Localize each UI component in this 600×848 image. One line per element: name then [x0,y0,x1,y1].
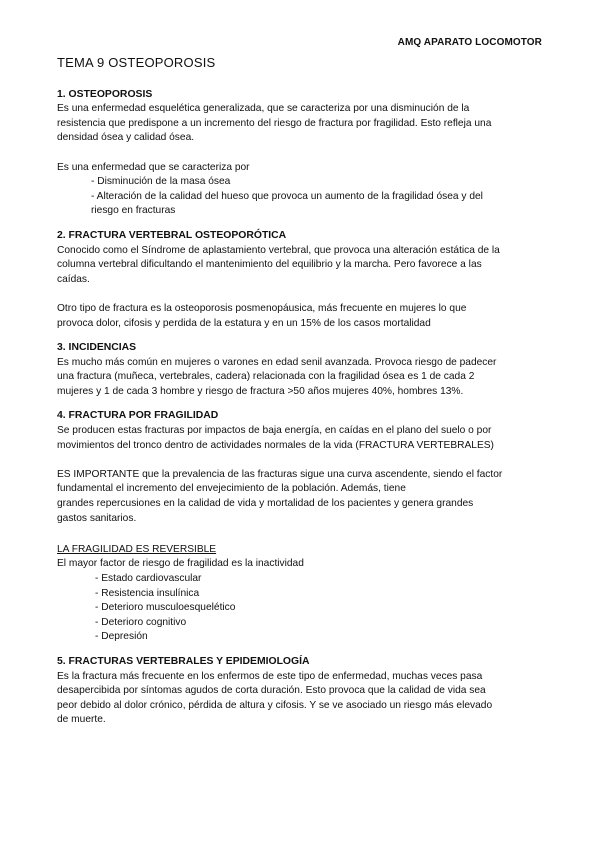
list-item: - Deterioro cognitivo [95,616,187,628]
text-line: una fractura (muñeca, vertebrales, cadera) relacionada con la fragilidad ósea es 1 de cada 2 [57,371,475,383]
list-item: - Resistencia insulínica [95,587,200,599]
list-item: - Depresión [95,631,148,643]
text-line: columna vertebral dificultando el mantenimiento del equilibrio y la marcha. Pero favorece a las [57,259,482,271]
text-line: Es mucho más común en mujeres o varones en edad senil avanzada. Provoca riesgo de padecer [57,356,497,368]
section-osteoporosis [57,88,547,219]
text-line: Se producen estas fracturas por impactos de baja energía, en caídas en el plano del suelo o por [57,425,492,437]
text-line: densidad ósea y calidad ósea. [57,132,195,144]
paragraph [57,424,547,453]
section-heading: 4. FRACTURA POR FRAGILIDAD [57,410,219,422]
list-item-continuation: riesgo en fracturas [91,205,176,217]
section-fractura-vertebral [57,229,547,331]
text-line: provoca dolor, cifosis y perdida de la estatura y en un 15% de los casos mortalidad [57,317,431,329]
section-fracturas-epidemiologia [57,655,547,728]
text-line: Es la fractura más frecuente en los enfermos de este tipo de enfermedad, muchas veces pasa [57,670,483,682]
text-line: Otro tipo de fractura es la osteoporosis posmenopáusica, más frecuente en mujeres lo que [57,302,467,314]
paragraph: Es una enfermedad que se caracteriza por [57,161,250,173]
paragraph [57,102,547,146]
text-line: caídas. [57,273,90,285]
text-line: gastos sanitarios. [57,512,137,524]
list-item [57,190,547,219]
paragraph: El mayor factor de riesgo de fragilidad es la inactividad [57,558,304,570]
text-line: grandes repercusiones en la calidad de vida y mortalidad de los pacientes y genera grandes [57,498,474,510]
risk-factors-list [57,572,547,645]
section-heading: 2. FRACTURA VERTEBRAL OSTEOPORÓTICA [57,229,287,241]
paragraph [57,244,547,288]
document-title: TEMA 9 OSTEOPOROSIS [57,55,216,70]
text-line: resistencia que predispone a un incremento del riesgo de fractura por fragilidad. Esto refleja una [57,117,492,129]
subheading: LA FRAGILIDAD ES REVERSIBLE [57,543,217,555]
paragraph [57,302,547,331]
section-incidencias [57,341,547,399]
text-line: movimientos del tronco dentro de actividades normales de la vida (FRACTURA VERTEBRALES) [57,439,494,451]
characteristics-list [57,175,547,219]
text-line: Es una enfermedad esquelética generalizada, que se caracteriza por una disminución de la [57,103,470,115]
course-header: AMQ APARATO LOCOMOTOR [397,37,542,48]
text-line: ES IMPORTANTE que la prevalencia de las fracturas sigue una curva ascendente, siendo el factor [57,468,503,480]
section-heading: 3. INCIDENCIAS [57,342,137,354]
section-heading: 1. OSTEOPOROSIS [57,88,153,100]
list-item-text: - Alteración de la calidad del hueso que provoca un aumento de la fragilidad ósea y del [91,190,483,202]
list-item: - Deterioro musculoesquelético [95,602,236,614]
text-line: desapercibida por síntomas agudos de corta duración. Esto provoca que la calidad de vida sea [57,685,486,697]
section-fractura-fragilidad [57,409,547,645]
text-line: mujeres y 1 de cada 3 hombre y riesgo de fractura >50 años mujeres 40%, hombres 13%. [57,385,464,397]
paragraph [57,670,547,728]
list-item: - Estado cardiovascular [95,573,202,584]
text-line: Conocido como el Síndrome de aplastamiento vertebral, que provoca una alteración estática de la [57,244,500,256]
text-line: de muerte. [57,714,106,726]
paragraph [57,468,547,526]
list-item: - Disminución de la masa ósea [91,176,231,188]
document-body [57,56,547,728]
text-line: peor debido al dolor crónico, pérdida de altura y cifosis. Y se ve asociado un riesgo más elevado [57,699,493,711]
section-heading: 5. FRACTURAS VERTEBRALES Y EPIDEMIOLOGÍA [57,655,310,667]
paragraph [57,356,547,400]
text-line: fundamental el incremento del envejecimiento de la población. Además, tiene [57,483,406,495]
